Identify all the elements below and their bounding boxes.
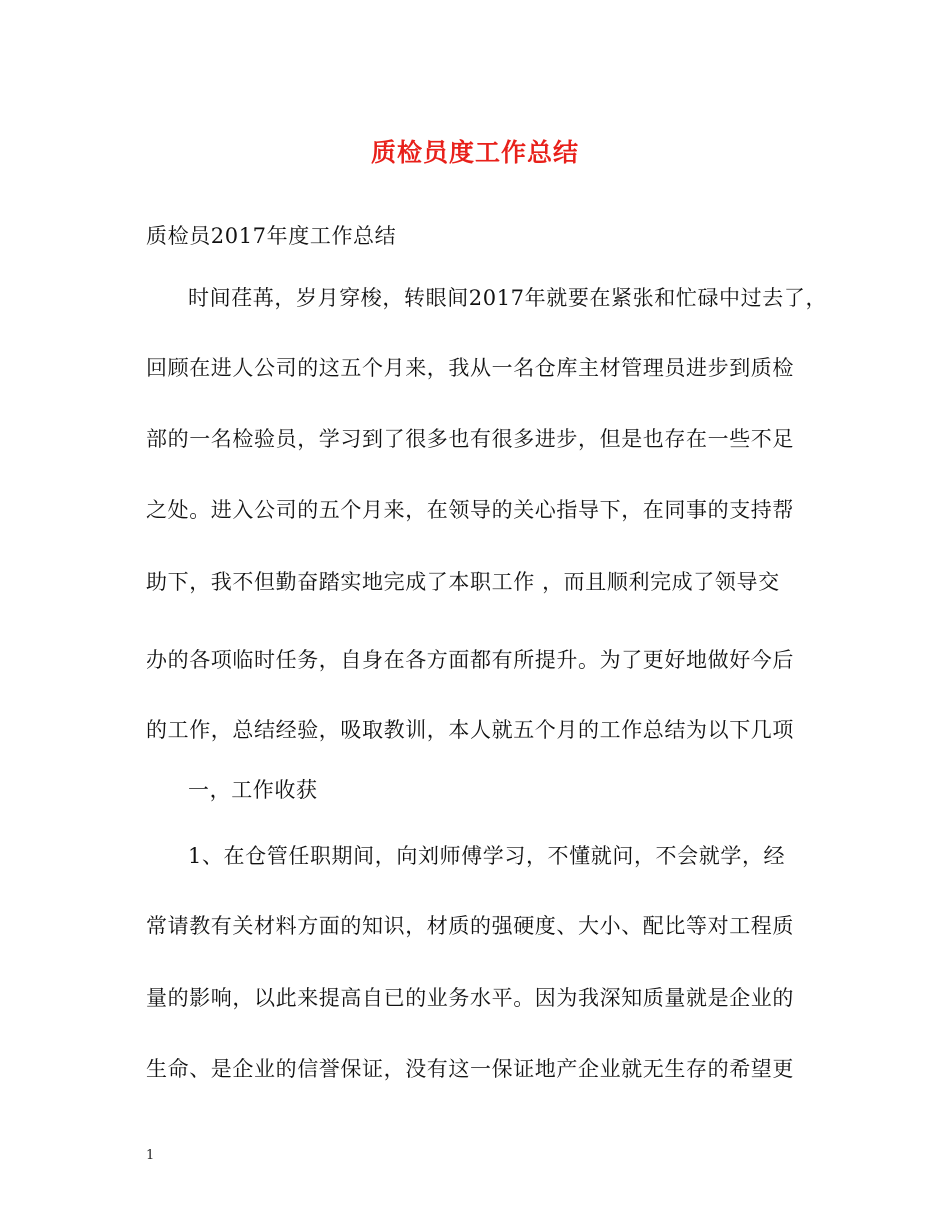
paragraph-line: 量的影响，以此来提高自已的业务水平。因为我深知质量就是企业的 xyxy=(146,986,794,1010)
document-title: 质检员度工作总结 xyxy=(370,138,579,167)
paragraph-line: 时间荏苒，岁月穿梭，转眼间2017年就要在紧张和忙碌中过去了， xyxy=(188,286,828,310)
section-heading: 一，工作收获 xyxy=(188,778,318,802)
paragraph-line: 生命、是企业的信誉保证，没有这一保证地产企业就无生存的希望更 xyxy=(146,1057,794,1081)
paragraph-line: 助下，我不但勤奋踏实地完成了本职工作 ，而且顺利完成了领导交 xyxy=(146,570,780,594)
paragraph-line: 常请教有关材料方面的知识，材质的强硬度、大小、配比等对工程质 xyxy=(146,914,794,938)
subtitle-line: 质检员2017年度工作总结 xyxy=(146,224,397,248)
paragraph-line: 部的一名检验员，学习到了很多也有很多进步，但是也存在一些不足 xyxy=(146,427,794,451)
paragraph-line: 回顾在进人公司的这五个月来，我从一名仓库主材管理员进步到质检 xyxy=(146,356,794,380)
paragraph-line: 办的各项临时任务，自身在各方面都有所提升。为了更好地做好今后 xyxy=(146,648,794,672)
paragraph-line: 之处。进入公司的五个月来，在领导的关心指导下，在同事的支持帮 xyxy=(146,498,794,522)
page-number: 1 xyxy=(146,1148,155,1163)
paragraph-line: 的工作，总结经验，吸取教训，本人就五个月的工作总结为以下几项 xyxy=(146,718,794,742)
paragraph-line: 1、在仓管任职期间，向刘师傅学习，不懂就问，不会就学，经 xyxy=(188,844,786,868)
